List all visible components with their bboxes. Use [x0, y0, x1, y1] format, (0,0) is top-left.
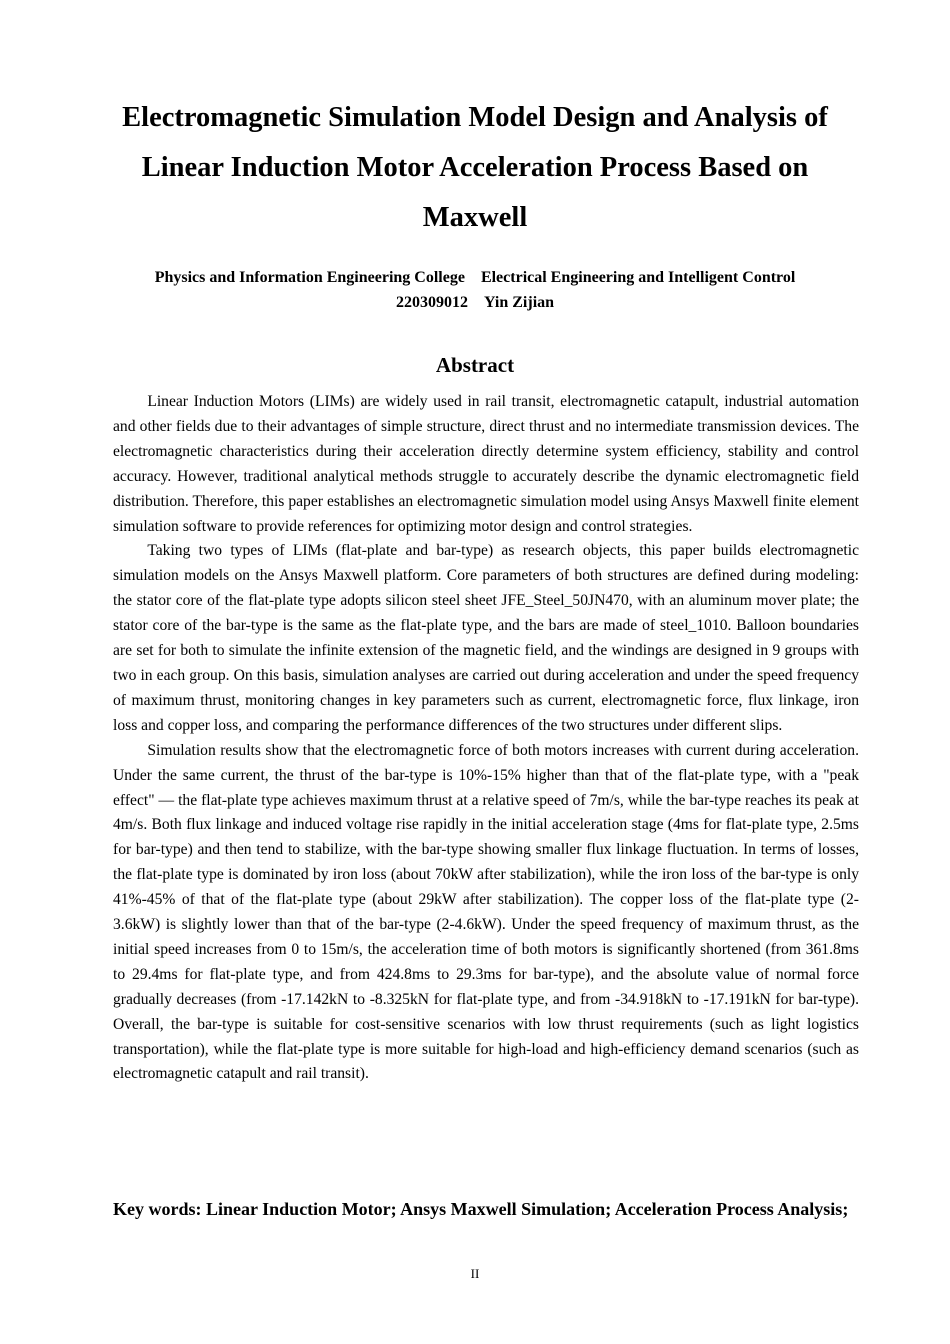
abstract-paragraph: Linear Induction Motors (LIMs) are widely used in rail transit, electromagnetic catapult, industrial automation and other fields due to their advantages of simple structure, direct thrust and no intermediate transmission devices. The electromagnetic characteristics during their acceleration directly determine system efficiency, stability and control accuracy. However, traditional analytical methods struggle to accurately describe the dynamic electromagnetic field distribution. Therefore, this paper establishes an electromagnetic simulation model using Ansys Maxwell finite element simulation software to provide references for optimizing motor design and control strategies.	[113, 393, 859, 535]
title-line-2: Linear Induction Motor Acceleration Process Based on	[141, 152, 809, 183]
major-name: Electrical Engineering and Intelligent Control	[480, 269, 796, 286]
abstract-paragraph: Taking two types of LIMs (flat-plate and bar-type) as research objects, this paper builds electromagnetic simulation models on the Ansys Maxwell platform. Core parameters of both structures are defined during modeling: the stator core of the flat-plate type adopts silicon steel sheet JFE_Steel_50JN470, with an aluminum mover plate; the stator core of the bar-type is the same as the flat-plate type, and the bars are made of steel_1010. Balloon boundaries are set for both to simulate the infinite extension of the magnetic field, and the windings are designed in 9 groups with two in each group. On this basis, simulation analyses are carried out during acceleration and under the speed frequency of maximum thrust, monitoring changes in key parameters such as current, electromagnetic force, flux linkage, iron loss and copper loss, and comparing the performance differences of the two structures under different slips.	[113, 542, 859, 734]
abstract-paragraph: Simulation results show that the electromagnetic force of both motors increases with current during acceleration. Under the same current, the thrust of the bar-type is 10%-15% higher than that of the flat-plate type, with a "peak effect" — the flat-plate type achieves maximum thrust at a relative speed of 7m/s, while the bar-type reaches its peak at 4m/s. Both flux linkage and induced voltage rise rapidly in the initial acceleration stage (4ms for flat-plate type, 2.5ms for bar-type) and then tend to stabilize, with the bar-type showing smaller flux linkage fluctuation. In terms of losses, the flat-plate type is dominated by iron loss (about 70kW after stabilization), while the iron loss of the bar-type is only 41%-45% of that of the flat-plate type (about 29kW after stabilization). The copper loss of the flat-plate type (2-3.6kW) is slightly lower than that of the bar-type (2-4.6kW). Under the speed frequency of maximum thrust, as the initial speed increases from 0 to 15m/s, the acceleration time of both motors is significantly shortened (from 361.8ms to 29.4ms for flat-plate type, and from 424.8ms to 29.3ms for bar-type), and the absolute value of normal force gradually decreases (from -17.142kN to -8.325kN for flat-plate type, and from -34.918kN to -17.191kN for bar-type). Overall, the bar-type is suitable for cost-sensitive scenarios with low thrust requirements (such as light logistics transportation), while the flat-plate type is more suitable for high-load and high-efficiency demand scenarios (such as electromagnetic catapult and rail transit).	[113, 741, 859, 1083]
college-name: Physics and Information Engineering College	[154, 269, 465, 286]
author-line	[80, 293, 870, 313]
paper-title	[80, 93, 870, 243]
title-line-1: Electromagnetic Simulation Model Design and Analysis of	[122, 102, 828, 133]
abstract-heading: Abstract	[435, 353, 515, 377]
author-name: Yin Zijian	[483, 294, 555, 311]
abstract-body	[113, 390, 859, 1087]
keywords: Key words: Linear Induction Motor; Ansys Maxwell Simulation; Acceleration Process Analysis;	[113, 1199, 849, 1219]
title-line-3: Maxwell	[422, 202, 528, 233]
page-number: II	[470, 1266, 480, 1281]
student-id: 220309012	[395, 294, 468, 311]
affiliation-line	[80, 268, 870, 288]
